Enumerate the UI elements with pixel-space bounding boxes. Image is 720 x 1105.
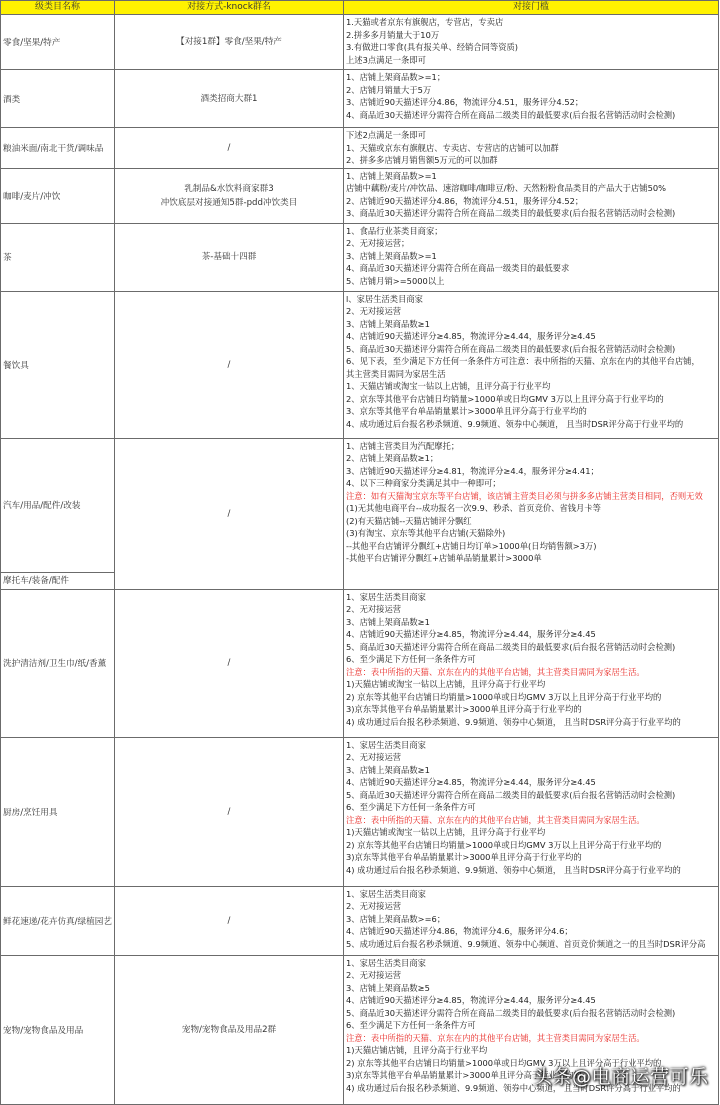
- requirement-line: 1、天猫店铺或淘宝一钻以上店铺，且评分高于行业平均: [346, 381, 551, 391]
- table-row: [1, 886, 719, 955]
- requirement-line: 2、拼多多店铺月销售额5万元的可以加群: [346, 155, 498, 165]
- requirement-line: 2、店铺月销量大于5万: [346, 84, 432, 95]
- requirement-line: 5、商品近30天描述评分需符合所在商品二级类目的最低要求(后台报名营销活动时会检测): [346, 789, 676, 800]
- requirement-line: 3、店铺上架商品数>=6；: [346, 913, 446, 924]
- category-cell[interactable]: [1, 589, 115, 737]
- requirement-line: 3、店铺上架商品数≥1: [346, 764, 430, 775]
- requirement-line: --其他平台店铺评分飘红+店铺日均订单>1000单(日均销售额>3万): [346, 540, 597, 551]
- header-category[interactable]: 级类目名称: [1, 1, 115, 15]
- warning-line: 注意：表中所指的天猫、京东在内的其他平台店铺，其主营类目需同为家居生活。: [346, 1032, 645, 1043]
- group-cell[interactable]: [115, 223, 344, 291]
- group-name: 冲饮底层对接通知5群-pdd冲饮类目: [160, 197, 298, 208]
- category-cell[interactable]: [1, 168, 115, 223]
- requirement-line: 2、店铺上架商品数≥1；: [346, 453, 439, 463]
- group-name: /: [227, 658, 231, 668]
- header-requirements[interactable]: 对接门槛: [344, 1, 719, 15]
- group-cell[interactable]: [115, 70, 344, 128]
- group-cell[interactable]: [115, 955, 344, 1104]
- table-row: [1, 15, 719, 70]
- category-wrapper: [1, 439, 114, 589]
- requirement-line: 6、至少满足下方任何一条条件方可: [346, 1020, 476, 1030]
- requirement-line: 2、无对接运营: [346, 901, 402, 911]
- requirement-line: (2)有天猫店铺--天猫店铺评分飘红: [346, 515, 472, 526]
- requirement-line: 2.拼多多月销量大于10万: [346, 29, 440, 40]
- category-cell[interactable]: [1, 223, 115, 291]
- category-name: 零食/坚果/特产: [3, 38, 61, 48]
- group-cell[interactable]: [115, 15, 344, 70]
- group-name: /: [227, 508, 231, 519]
- requirement-line: 6、至少满足下方任何一条条件方可: [346, 654, 476, 664]
- requirement-line: (3)有淘宝、京东等其他平台店铺(天猫除外): [346, 528, 506, 538]
- requirement-line: 5、店铺月销>=5000以上: [346, 275, 445, 286]
- requirement-line: 2、无对接运营: [346, 970, 402, 980]
- category-cell[interactable]: [1, 15, 115, 70]
- group-cell[interactable]: [115, 168, 344, 223]
- group-name: 乳制品&水饮料商家群3: [184, 183, 274, 194]
- requirement-line: 1)天猫店铺或淘宝一钻以上店铺，且评分高于行业平均: [346, 827, 546, 837]
- requirement-line: 1、店铺主营类目为汽配摩托；: [346, 440, 460, 451]
- category-cell[interactable]: [1, 291, 115, 438]
- requirement-line: 5、商品近30天描述评分需符合所在商品二级类目的最低要求(后台报名营销活动时会检测): [346, 641, 676, 652]
- category-name: 厨房/烹饪用具: [3, 807, 58, 818]
- category-name: 咖啡/麦片/冲饮: [3, 191, 61, 202]
- category-cell[interactable]: [1, 737, 115, 886]
- warning-line: 注意：表中所指的天猫、京东在内的其他平台店铺，其主营类目需同为家居生活。: [346, 666, 645, 677]
- header-group[interactable]: 对接方式-knock群名: [115, 1, 344, 15]
- requirement-line: 1.天猫或者京东有旗舰店，专营店，专卖店: [346, 17, 504, 27]
- group-cell[interactable]: [115, 737, 344, 886]
- requirement-line: 2、店铺近90天描述评分4.86，物流评分4.51，服务评分4.52；: [346, 195, 584, 206]
- requirement-line: 1、家居生活类目商家: [346, 591, 426, 602]
- requirements-cell[interactable]: [344, 886, 719, 955]
- requirement-line: 1)天猫店铺或淘宝一钻以上店铺，且评分高于行业平均: [346, 679, 546, 689]
- requirements-cell[interactable]: [344, 589, 719, 737]
- subcategory-name[interactable]: 摩托车/装备/配件: [1, 572, 114, 589]
- watermark: 头条@电商运营可乐: [533, 1066, 709, 1088]
- requirement-line: 4、以下三种商家分类满足其中一种即可；: [346, 478, 501, 488]
- group-cell[interactable]: [115, 438, 344, 589]
- requirement-line: 上述3点满足一条即可: [346, 54, 426, 65]
- requirement-line: 2、无对接运营: [346, 604, 402, 614]
- requirement-line: 4、店铺近90天描述评分4.86，物流评分4.6，服务评分4.6；: [346, 926, 573, 936]
- group-name: 酒类招商大群1: [200, 93, 258, 104]
- requirement-line: 5、商品近30天描述评分需符合所在商品二级类目的最低要求(后台报名营销活动时会检测): [346, 343, 676, 354]
- group-cell[interactable]: [115, 886, 344, 955]
- requirement-line: 3.有做进口零食(具有报关单、经销合同等资质): [346, 42, 519, 52]
- group-cell[interactable]: [115, 128, 344, 169]
- table-row: [1, 70, 719, 128]
- table-row: [1, 589, 719, 737]
- requirement-line: 2) 京东等其他平台店铺日均销量>1000单或日均GMV 3万以上且评分高于行业平均的: [346, 1057, 662, 1068]
- requirement-line: 5、成功通过后台报名秒杀频道、9.9频道、领券中心频道、首页竞价频道之一的且当时DSR评分高: [346, 938, 706, 949]
- requirement-line: 5、商品近30天描述评分需符合所在商品二级类目的最低要求(后台报名营销活动时会检测): [346, 1007, 676, 1018]
- category-cell[interactable]: [1, 128, 115, 169]
- requirement-line: 4、店铺近90天描述评分≥4.85，物流评分≥4.44，服务评分≥4.45: [346, 331, 596, 341]
- requirement-line: 4、商品近30天描述评分需符合所在商品二级类目的最低要求(后台报名营销活动时会检测): [346, 109, 676, 120]
- table-row: [1, 128, 719, 169]
- requirement-line: 2) 京东等其他平台店铺日均销量>1000单或日均GMV 3万以上且评分高于行业平均的: [346, 691, 662, 702]
- requirement-line: 4) 成功通过后台报名秒杀频道、9.9频道、领券中心频道， 且当时DSR评分高于行业平均的: [346, 864, 681, 875]
- group-name: 宠物/宠物食品及用品2群: [181, 1024, 277, 1035]
- requirements-cell[interactable]: [344, 737, 719, 886]
- group-name: /: [227, 359, 231, 370]
- group-name: 茶-基础十四群: [201, 252, 257, 262]
- requirement-line: 2) 京东等其他平台店铺日均销量>1000单或日均GMV 3万以上且评分高于行业平均的: [346, 839, 662, 850]
- requirement-line: (1)无其他电商平台--成功报名一次9.9、秒杀、首页竞价、省钱月卡等: [346, 503, 601, 513]
- requirement-line: 2、无对接运营: [346, 752, 402, 762]
- category-name: 酒类: [3, 94, 21, 105]
- requirements-cell[interactable]: [344, 438, 719, 589]
- requirement-line: 3、店铺上架商品数≥5: [346, 982, 430, 993]
- requirement-line: 4) 成功通过后台报名秒杀频道、9.9频道、领券中心频道， 且当时DSR评分高于行业平均的: [346, 716, 681, 727]
- table-row: [1, 291, 719, 438]
- category-name: 洗护清洁剂/卫生巾/纸/香薰: [3, 659, 107, 669]
- category-name: 汽车/用品/配件/改装: [3, 501, 81, 511]
- requirement-line: 4、成功通过后台报名秒杀频道、9.9频道、领券中心频道， 且当时DSR评分高于行业平均的: [346, 418, 684, 429]
- requirement-line: 6、至少满足下方任何一条条件方可: [346, 802, 476, 812]
- requirements-cell[interactable]: [344, 291, 719, 438]
- requirement-line: 3、店铺上架商品数>=1: [346, 250, 437, 261]
- requirement-line: 1、天猫或京东有旗舰店、专卖店、专营店的店铺可以加群: [346, 142, 559, 153]
- group-name: /: [227, 915, 231, 926]
- category-name: 粮油米面/南北干货/调味品: [3, 143, 104, 154]
- group-name: 【对接1群】零食/坚果/特产: [176, 37, 282, 47]
- requirement-line: 1、店铺上架商品数>=1；: [346, 72, 446, 82]
- requirement-line: 3、店铺上架商品数≥1: [346, 318, 430, 329]
- table-row: [1, 168, 719, 223]
- requirement-line: 6、见下表，至少满足下方任何一条条件方可注意：表中所指的天猫、京东在内的其他平台店铺，: [346, 356, 700, 366]
- category-cell[interactable]: [1, 438, 115, 589]
- requirement-line: 店铺中藕粉/麦片/冲饮品、速溶咖啡/咖啡豆/粉、天然粉粉食品类目的产品大于店铺50%: [346, 183, 667, 193]
- requirements-cell[interactable]: [344, 168, 719, 223]
- requirement-line: 1、家居生活类目商家: [346, 739, 426, 750]
- category-name: 餐饮具: [3, 360, 29, 371]
- requirements-cell[interactable]: [344, 223, 719, 291]
- requirement-line: 4、店铺近90天描述评分≥4.85，物流评分≥4.44，服务评分≥4.45: [346, 995, 596, 1005]
- group-name: /: [227, 806, 231, 817]
- table-row: [1, 737, 719, 886]
- requirements-cell[interactable]: [344, 128, 719, 169]
- group-cell[interactable]: [115, 589, 344, 737]
- warning-line: 注意：如有天猫淘宝京东等平台店铺，该店铺主营类目必须与拼多多店铺主营类目相同，否则无效: [346, 490, 703, 501]
- requirement-line: 其主营类目需同为家居生活: [346, 368, 446, 379]
- requirement-line: 1、家居生活类目商家: [346, 957, 426, 968]
- header-row: [1, 1, 719, 15]
- requirement-line: 4、店铺近90天描述评分≥4.85，物流评分≥4.44，服务评分≥4.45: [346, 777, 596, 787]
- requirement-line: 1、家居生活类目商家: [346, 888, 426, 899]
- requirement-line: 3、店铺上架商品数≥1: [346, 616, 430, 627]
- requirement-line: 2、无对接运营: [346, 306, 402, 316]
- requirement-line: 3、京东等其他平台单品销量累计>3000单且评分高于行业平均的: [346, 406, 587, 416]
- requirement-line: 3、店铺近90天描述评分4.86，物流评分4.51，服务评分4.52；: [346, 97, 584, 107]
- category-cell[interactable]: [1, 886, 115, 955]
- category-cell[interactable]: [1, 955, 115, 1104]
- requirement-line: 3、店铺近90天描述评分≥4.81，物流评分≥4.4，服务评分≥4.41；: [346, 465, 599, 476]
- requirement-line: 4) 成功通过后台报名秒杀频道、9.9频道、领券中心频道， 且当时DSR评分高于行业平均的: [346, 1082, 681, 1093]
- group-name: /: [227, 142, 231, 153]
- requirement-line: 3)京东等其他平台单品销量累计>3000单且评分高于行业平均的: [346, 852, 582, 862]
- requirement-line: 2、京东等其他平台店铺日均销量>1000单或日均GMV 3万以上且评分高于行业平均的: [346, 393, 664, 404]
- requirement-line: 1、店铺上架商品数>=1: [346, 170, 437, 181]
- requirement-line: 2、无对接运营；: [346, 238, 410, 248]
- warning-line: 注意：表中所指的天猫、京东在内的其他平台店铺，其主营类目需同为家居生活。: [346, 814, 645, 825]
- requirement-line: 4、商品近30天描述评分需符合所在商品一级类目的最低要求: [346, 263, 570, 273]
- category-name: 宠物/宠物食品及用品: [3, 1025, 84, 1036]
- requirement-line: 下述2点满足一条即可: [346, 130, 426, 140]
- requirement-line: 3、商品近30天描述评分需符合所在商品二级类目的最低要求(后台报名营销活动时会检测): [346, 208, 676, 218]
- category-cell[interactable]: [1, 70, 115, 128]
- requirement-line: -其他平台店铺评分飘红+店铺单品销量累计>3000单: [346, 553, 542, 563]
- requirements-cell[interactable]: [344, 15, 719, 70]
- group-cell[interactable]: [115, 291, 344, 438]
- requirement-line: 3)京东等其他平台单品销量累计>3000单且评分高于行业平均的: [346, 1070, 582, 1080]
- requirement-line: 1)天猫店铺店铺，且评分高于行业平均: [346, 1045, 488, 1055]
- requirements-cell[interactable]: [344, 70, 719, 128]
- requirement-line: l、家居生活类目商家: [346, 293, 423, 304]
- requirement-line: 1、食品行业茶类目商家；: [346, 225, 443, 236]
- requirement-line: 3)京东等其他平台单品销量累计>3000单且评分高于行业平均的: [346, 704, 582, 714]
- table-row: [1, 438, 719, 589]
- table-row: [1, 223, 719, 291]
- category-name: 鲜花速递/花卉仿真/绿植园艺: [3, 916, 112, 927]
- category-name: 茶: [3, 253, 12, 263]
- requirement-line: 4、店铺近90天描述评分≥4.85，物流评分≥4.44，服务评分≥4.45: [346, 629, 596, 639]
